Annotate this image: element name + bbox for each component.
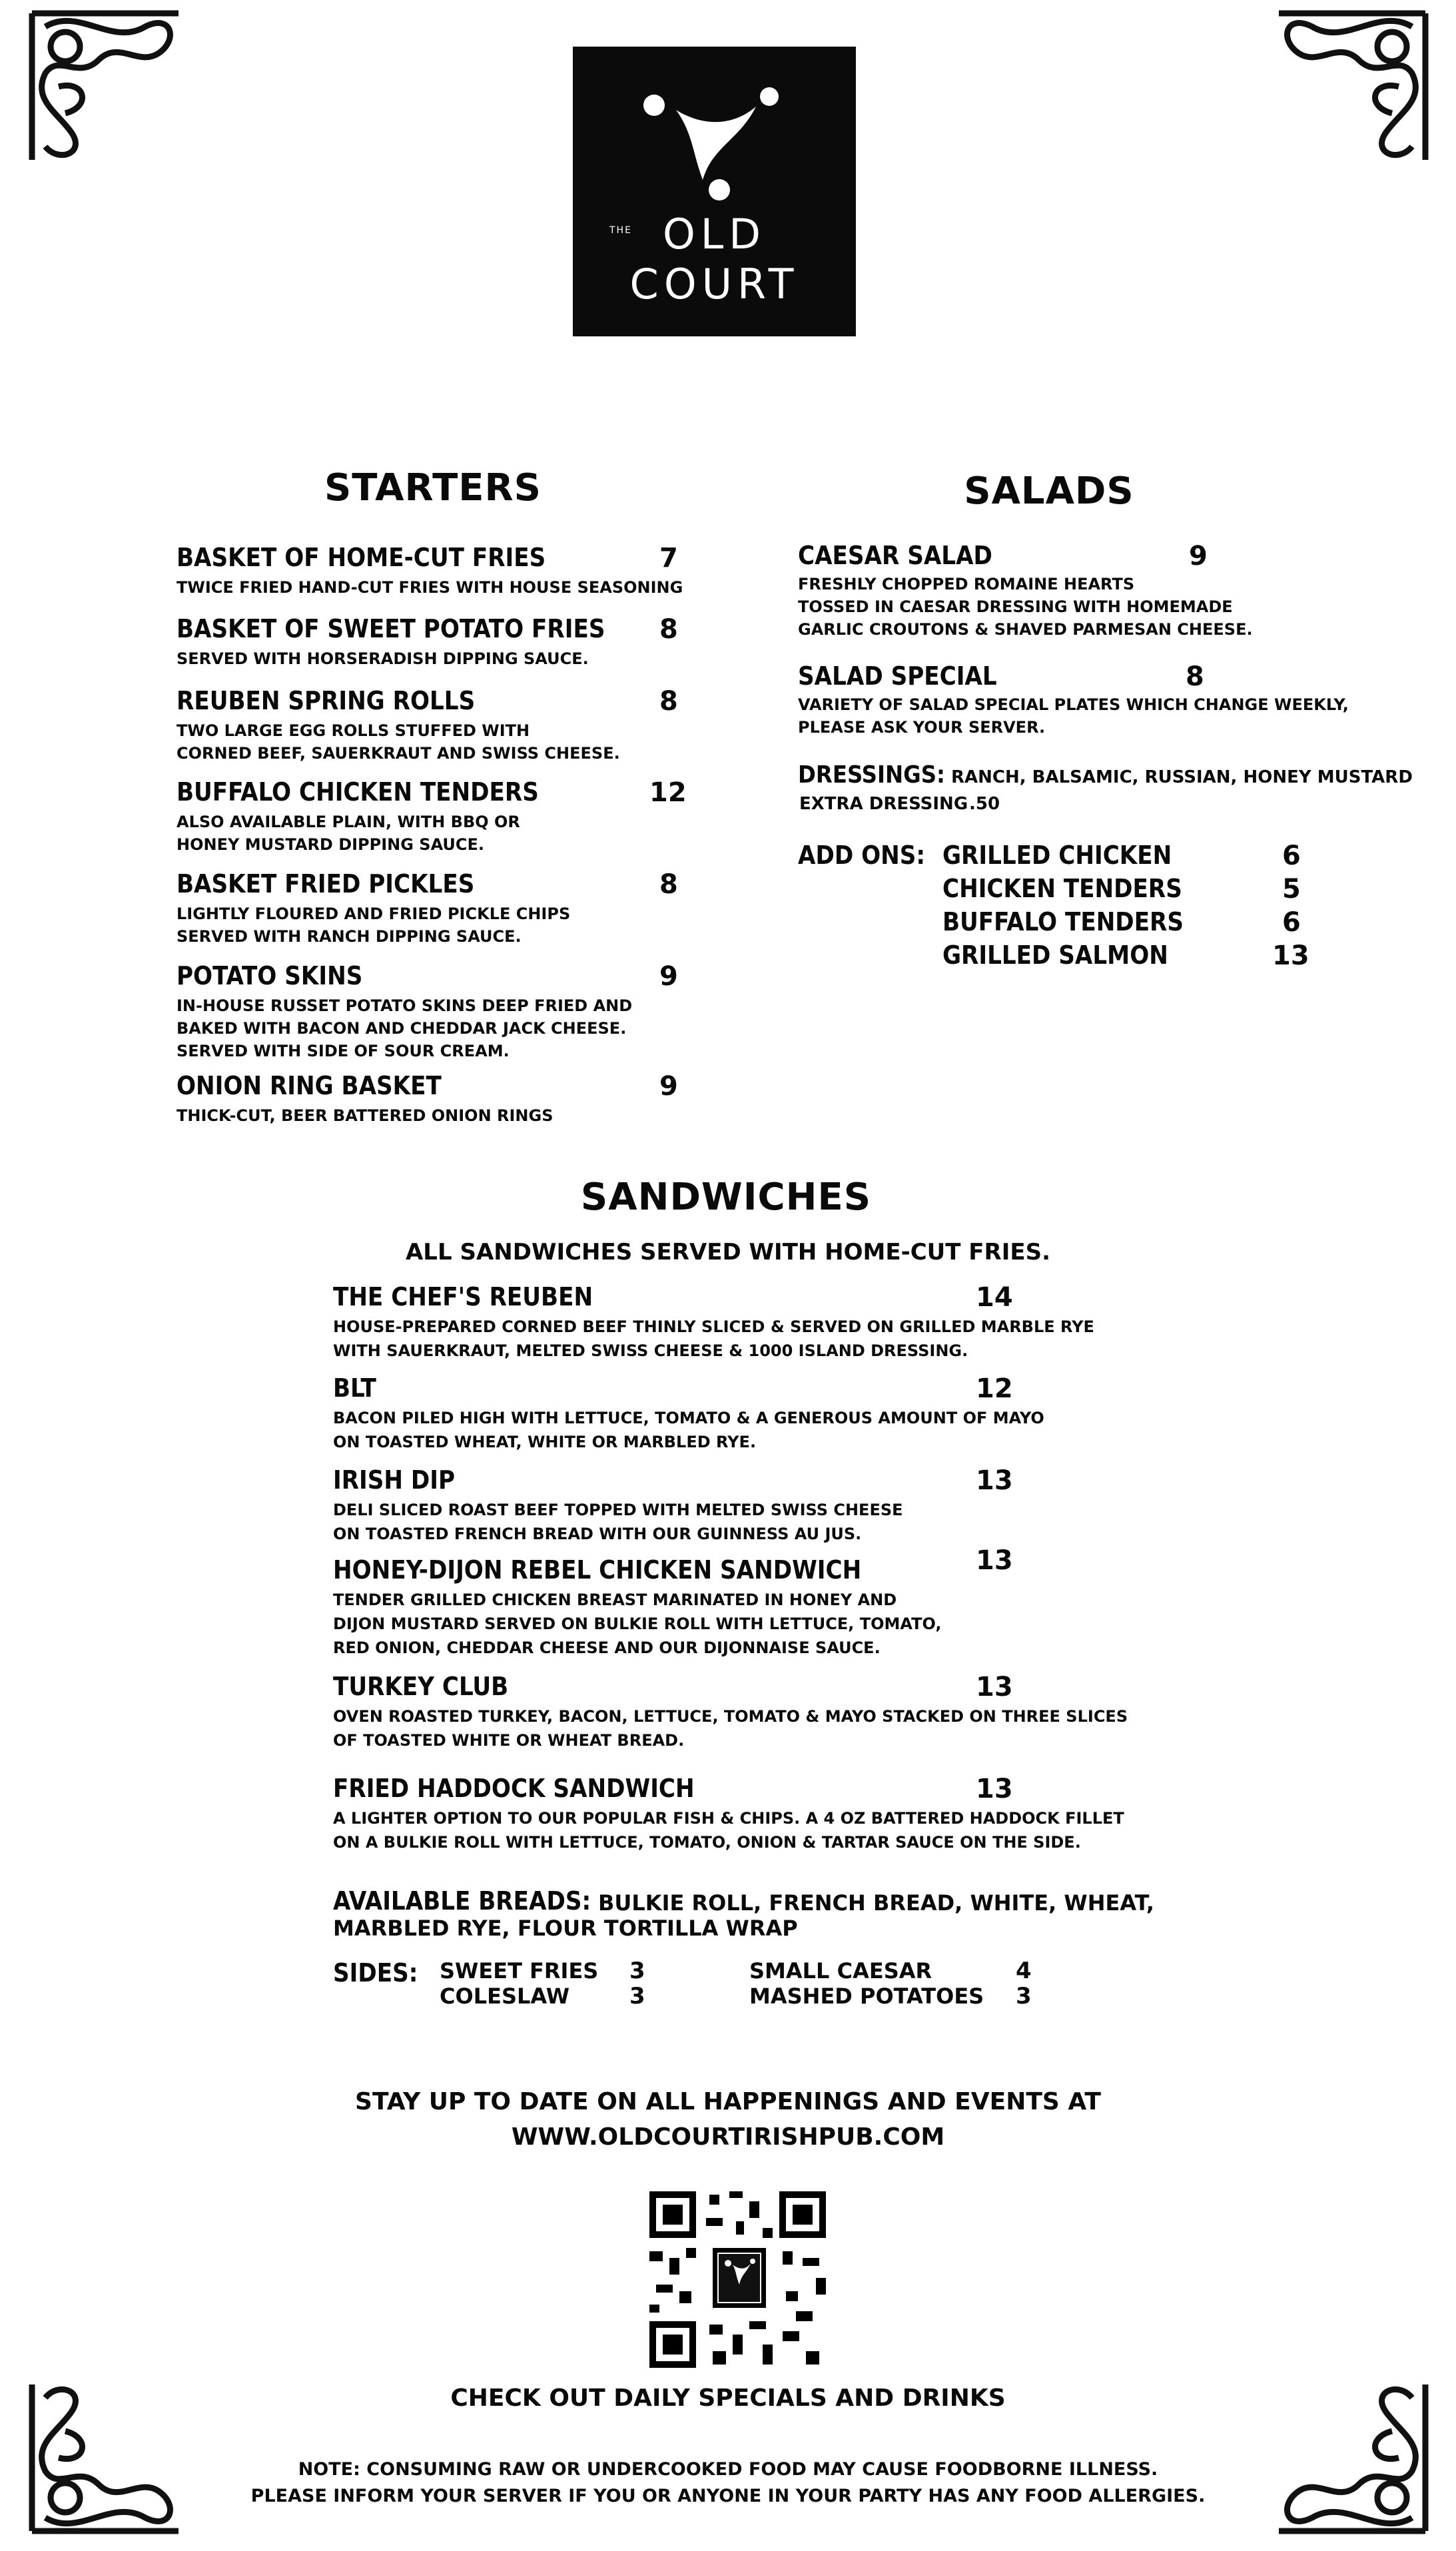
logo-court-text: COURT [629, 260, 799, 308]
starter-item-name: BUFFALO CHICKEN TENDERS [177, 777, 539, 807]
starter-item-desc: SERVED WITH HORSERADISH DIPPING SAUCE. [177, 649, 589, 668]
starter-item-desc: SERVED WITH RANCH DIPPING SAUCE. [177, 927, 522, 946]
starter-item-price: 8 [659, 614, 678, 645]
starter-item-name: BASKET OF SWEET POTATO FRIES [177, 614, 605, 643]
sandwich-item-desc: HOUSE-PREPARED CORNED BEEF THINLY SLICED & SERVED ON GRILLED MARBLE RYE [333, 1317, 1094, 1336]
add-ons-label: ADD ONS: [798, 841, 926, 870]
dressings-list: RANCH, BALSAMIC, RUSSIAN, HONEY MUSTARD [951, 767, 1413, 787]
salad-item-desc: FRESHLY CHOPPED ROMAINE HEARTS [798, 575, 1135, 593]
sandwich-item-price: 12 [976, 1373, 1013, 1404]
logo-emblem-icon [639, 80, 793, 206]
add-on-name: BUFFALO TENDERS [942, 907, 1184, 936]
side-name: COLESLAW [440, 1984, 569, 2009]
starter-item-desc: THICK-CUT, BEER BATTERED ONION RINGS [177, 1106, 553, 1125]
logo-the-text: THE [609, 225, 632, 236]
starter-item-price: 8 [659, 686, 678, 717]
salad-item-desc: GARLIC CROUTONS & SHAVED PARMESAN CHEESE. [798, 620, 1253, 639]
sandwich-item-desc: ON TOASTED WHEAT, WHITE OR MARBLED RYE. [333, 1433, 757, 1451]
starter-item-desc: SERVED WITH SIDE OF SOUR CREAM. [177, 1042, 510, 1060]
starter-item-desc: ALSO AVAILABLE PLAIN, WITH BBQ OR [177, 813, 520, 831]
sandwich-item-price: 13 [976, 1672, 1013, 1702]
sandwich-item-desc: ON TOASTED FRENCH BREAD WITH OUR GUINNESS AU JUS. [333, 1525, 862, 1543]
salad-item-desc: PLEASE ASK YOUR SERVER. [798, 718, 1046, 737]
side-price: 3 [629, 1958, 645, 1984]
add-on-name: CHICKEN TENDERS [942, 874, 1182, 903]
starter-item-desc: TWICE FRIED HAND-CUT FRIES WITH HOUSE SEASONING [177, 578, 683, 597]
starter-item-desc: TWO LARGE EGG ROLLS STUFFED WITH [177, 721, 530, 740]
daily-specials-text: CHECK OUT DAILY SPECIALS AND DRINKS [450, 2384, 1006, 2412]
starter-item-name: POTATO SKINS [177, 961, 363, 990]
starter-item-name: ONION RING BASKET [177, 1071, 442, 1100]
starter-item-price: 9 [659, 1071, 678, 1102]
sandwich-item-price: 13 [976, 1774, 1013, 1804]
sandwich-item-price: 14 [976, 1282, 1013, 1313]
starter-item-desc: BAKED WITH BACON AND CHEDDAR JACK CHEESE. [177, 1019, 627, 1038]
sandwich-item-name: HONEY-DIJON REBEL CHICKEN SANDWICH [333, 1555, 862, 1585]
sandwich-item-name: TURKEY CLUB [333, 1672, 509, 1701]
extra-dressing-label: EXTRA DRESSING [799, 794, 968, 814]
side-price: 4 [1016, 1958, 1032, 1984]
side-name: SWEET FRIES [440, 1958, 599, 1984]
salads-title: SALADS [964, 470, 1134, 513]
starter-item-desc: IN-HOUSE RUSSET POTATO SKINS DEEP FRIED AND [177, 996, 633, 1015]
sandwiches-title: SANDWICHES [580, 1176, 872, 1219]
sandwich-item-desc: WITH SAUERKRAUT, MELTED SWISS CHEESE & 1000 ISLAND DRESSING. [333, 1341, 968, 1360]
sandwiches-subtitle: ALL SANDWICHES SERVED WITH HOME-CUT FRIES. [405, 1239, 1050, 1266]
extra-dressing-price: .50 [969, 794, 1000, 814]
stay-up-to-date-text: STAY UP TO DATE ON ALL HAPPENINGS AND EVENTS AT [355, 2088, 1101, 2115]
allergy-note-line1: NOTE: CONSUMING RAW OR UNDERCOOKED FOOD MAY CAUSE FOODBORNE ILLNESS. [298, 2459, 1158, 2480]
salad-item-price: 9 [1189, 541, 1208, 571]
celtic-knot-top-left-icon [19, 0, 192, 173]
starter-item-name: REUBEN SPRING ROLLS [177, 686, 476, 715]
starter-item-desc: HONEY MUSTARD DIPPING SAUCE. [177, 835, 485, 854]
website-link[interactable]: WWW.OLDCOURTIRISHPUB.COM [511, 2123, 945, 2151]
sandwich-item-desc: A LIGHTER OPTION TO OUR POPULAR FISH & CHIPS. A 4 OZ BATTERED HADDOCK FILLET [333, 1809, 1124, 1828]
salad-item-desc: VARIETY OF SALAD SPECIAL PLATES WHICH CHANGE WEEKLY, [798, 695, 1349, 714]
side-name: MASHED POTATOES [749, 1984, 984, 2009]
side-price: 3 [1016, 1983, 1032, 2009]
salad-item-desc: TOSSED IN CAESAR DRESSING WITH HOMEMADE [798, 597, 1233, 616]
add-on-price: 5 [1282, 874, 1301, 905]
add-on-price: 6 [1282, 841, 1301, 871]
sandwich-item-name: BLT [333, 1373, 376, 1403]
old-court-logo [573, 47, 856, 336]
sandwich-item-desc: RED ONION, CHEDDAR CHEESE AND OUR DIJONNAISE SAUCE. [333, 1639, 881, 1657]
starter-item-name: BASKET OF HOME-CUT FRIES [177, 543, 546, 572]
sandwich-item-desc: BACON PILED HIGH WITH LETTUCE, TOMATO & A GENEROUS AMOUNT OF MAYO [333, 1409, 1044, 1427]
logo-old-text: OLD [662, 210, 767, 258]
sandwich-item-name: THE CHEF'S REUBEN [333, 1282, 593, 1311]
dressings-label: DRESSINGS: [798, 761, 946, 789]
celtic-knot-top-right-icon [1266, 0, 1439, 173]
sandwich-item-price: 13 [976, 1545, 1013, 1576]
starter-item-price: 7 [659, 543, 678, 573]
starter-item-name: BASKET FRIED PICKLES [177, 869, 475, 899]
add-on-price: 13 [1272, 940, 1309, 971]
sandwich-item-desc: TENDER GRILLED CHICKEN BREAST MARINATED IN HONEY AND [333, 1591, 897, 1609]
sides-label: SIDES: [333, 1958, 418, 1988]
sandwich-item-desc: OVEN ROASTED TURKEY, BACON, LETTUCE, TOMATO & MAYO STACKED ON THREE SLICES [333, 1707, 1128, 1726]
sandwich-item-desc: DELI SLICED ROAST BEEF TOPPED WITH MELTED SWISS CHEESE [333, 1501, 903, 1519]
sandwich-item-name: FRIED HADDOCK SANDWICH [333, 1774, 695, 1803]
salad-item-name: SALAD SPECIAL [798, 661, 997, 691]
sandwich-item-desc: ON A BULKIE ROLL WITH LETTUCE, TOMATO, ONION & TARTAR SAUCE ON THE SIDE. [333, 1833, 1081, 1852]
add-on-name: GRILLED CHICKEN [942, 841, 1172, 870]
starter-item-price: 9 [659, 961, 678, 992]
available-breads-line1: BULKIE ROLL, FRENCH BREAD, WHITE, WHEAT, [598, 1890, 1155, 1916]
side-name: SMALL CAESAR [749, 1958, 932, 1984]
salad-item-price: 8 [1186, 661, 1204, 692]
starter-item-desc: CORNED BEEF, SAUERKRAUT AND SWISS CHEESE. [177, 744, 620, 763]
side-price: 3 [629, 1983, 645, 2009]
starters-title: STARTERS [324, 466, 542, 510]
sandwich-item-name: IRISH DIP [333, 1465, 456, 1495]
sandwich-item-desc: OF TOASTED WHITE OR WHEAT BREAD. [333, 1731, 685, 1750]
allergy-note-line2: PLEASE INFORM YOUR SERVER IF YOU OR ANYONE IN YOUR PARTY HAS ANY FOOD ALLERGIES. [250, 2486, 1206, 2506]
salad-item-name: CAESAR SALAD [798, 541, 992, 570]
add-on-price: 6 [1282, 907, 1301, 938]
add-on-name: GRILLED SALMON [942, 940, 1168, 970]
starter-item-price: 12 [649, 777, 687, 808]
available-breads-line2: MARBLED RYE, FLOUR TORTILLA WRAP [333, 1916, 798, 1941]
sandwich-item-price: 13 [976, 1465, 1013, 1496]
starter-item-desc: LIGHTLY FLOURED AND FRIED PICKLE CHIPS [177, 905, 571, 923]
sandwich-item-desc: DIJON MUSTARD SERVED ON BULKIE ROLL WITH LETTUCE, TOMATO, [333, 1615, 942, 1633]
qr-code-icon[interactable] [649, 2191, 826, 2368]
starter-item-price: 8 [659, 869, 678, 900]
available-breads-label: AVAILABLE BREADS: [333, 1886, 591, 1916]
